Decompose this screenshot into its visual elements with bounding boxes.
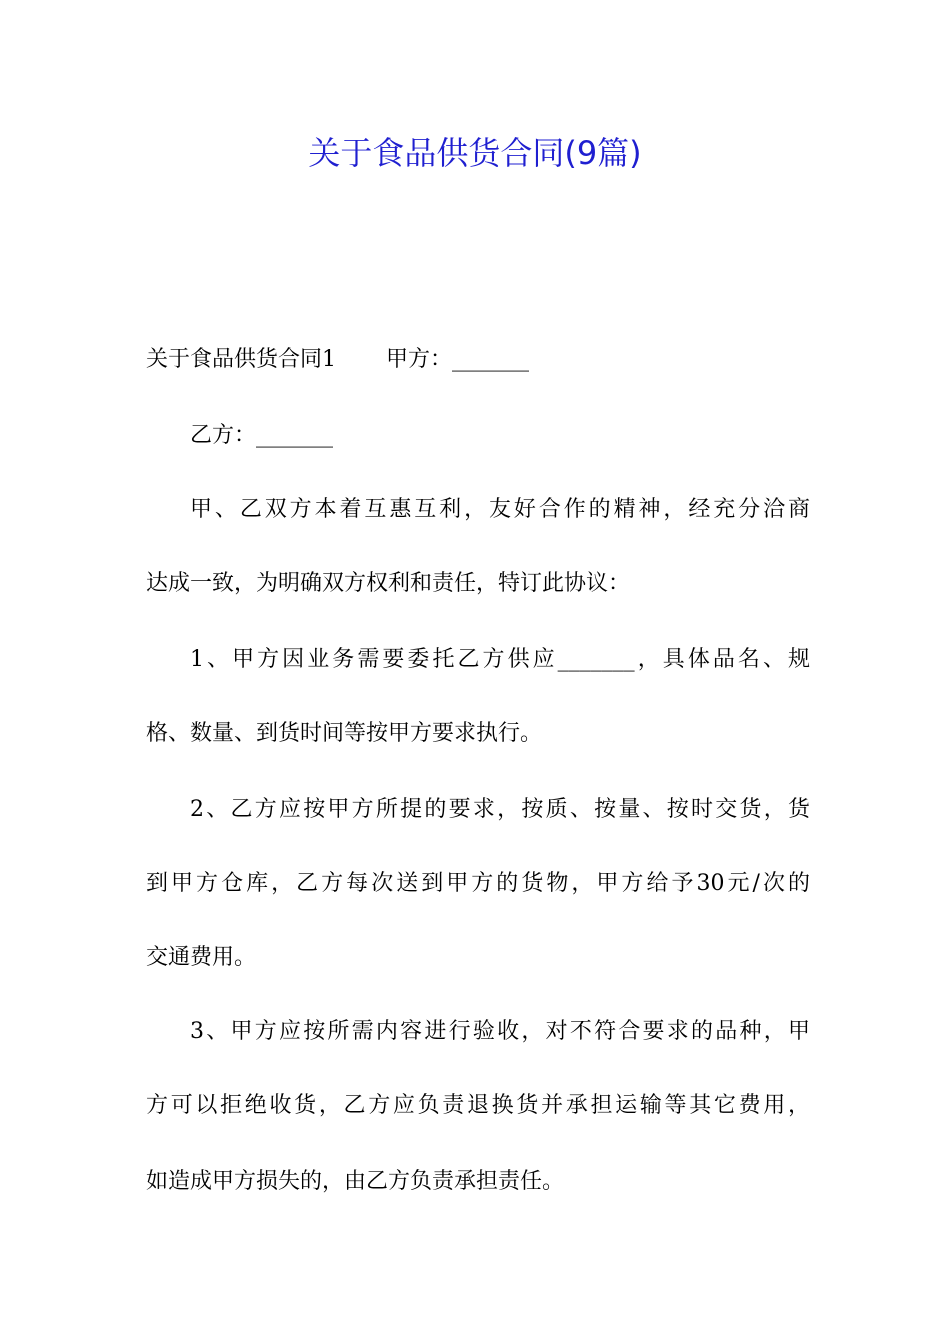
paragraph-line: 如造成甲方损失的，由乙方负责承担责任。 [146,1169,565,1194]
paragraph-line: 到甲方仓库，乙方每次送到甲方的货物，甲方给予30元/次的 [146,871,810,896]
paragraph-line: 达成一致，为明确双方权利和责任，特订此协议： [146,571,631,596]
contract-heading: 关于食品供货合同1 [146,347,336,372]
paragraph-line: 甲、乙双方本着互惠互利，友好合作的精神，经充分洽商 [190,497,810,522]
paragraph-line: 3、甲方应按所需内容进行验收，对不符合要求的品种，甲 [190,1019,810,1044]
heading-line [146,340,810,380]
paragraph-line: 格、数量、到货时间等按甲方要求执行。 [146,721,543,746]
party-b-line [146,416,810,456]
paragraph-line: 1、甲方因业务需要委托乙方供应_______，具体品名、规 [190,647,810,672]
paragraph-line: 交通费用。 [146,945,257,970]
document-title: 关于食品供货合同(9篇) [308,134,642,172]
party-b-field: 乙方：_______ [190,423,334,448]
party-a-field: 甲方：_______ [386,347,530,372]
paragraph-line: 方可以拒绝收货，乙方应负责退换货并承担运输等其它费用， [146,1093,810,1118]
paragraph-line: 2、乙方应按甲方所提的要求，按质、按量、按时交货，货 [190,797,810,822]
